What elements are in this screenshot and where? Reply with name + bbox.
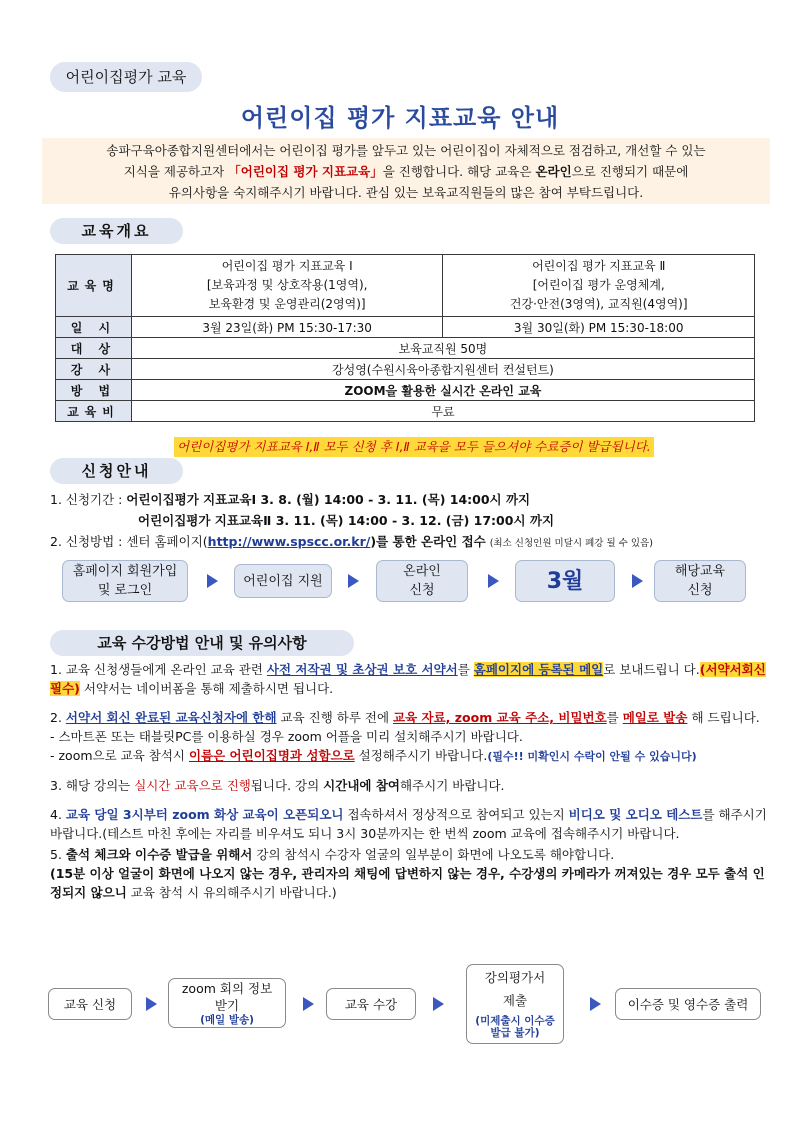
- step-label: 해당교육: [674, 564, 726, 579]
- note-text: 해주시기 바랍니다.: [399, 778, 505, 793]
- note-pledge: 사전 저작권 및 초상권 보호 서약서: [266, 662, 458, 677]
- step-online-application[interactable]: [376, 560, 468, 602]
- date-2-cell: 3월 30일(화) PM 15:30-18:00: [443, 317, 755, 338]
- note-text: 해 드립니다.: [691, 710, 760, 725]
- application-details: [50, 489, 770, 554]
- period-line-2: [50, 510, 770, 531]
- note-5: [50, 845, 770, 864]
- section-notes-label: 교육 수강방법 안내 및 유의사항: [50, 630, 354, 656]
- note-attendance: 출석 체크와 이수증 발급을 위해서: [65, 847, 253, 862]
- method-cell: ZOOM을 활용한 실시간 온라인 교육: [131, 380, 754, 401]
- arrow-right-icon: [488, 574, 499, 588]
- method-text: )를 통한 온라인 접수: [370, 534, 486, 549]
- row-label-name: 교육명: [56, 255, 132, 317]
- section-overview-label: 교육개요: [50, 218, 183, 244]
- note-required: (필수!! 미확인시 수락이 안될 수 있습니다): [487, 750, 697, 763]
- arrow-right-icon: [348, 574, 359, 588]
- note-text: 교육 참석 시 유의해주시기 바랍니다.): [130, 885, 337, 900]
- note-text: 5.: [50, 847, 62, 862]
- arrow-right-icon: [433, 997, 444, 1011]
- flow-label: zoom 회의 정보: [181, 981, 273, 996]
- course-1-cell: [131, 255, 443, 317]
- flow-evaluation[interactable]: [466, 964, 564, 1044]
- flow-label: 받기: [214, 998, 240, 1013]
- fee-cell: 무료: [131, 401, 754, 422]
- note-pledge-required: (서약서회신 필수): [50, 662, 766, 696]
- period-course-1: 어린이집평가 지표교육Ⅰ 3. 8. (월) 14:00 - 3. 11. (목) 14:00시 까지: [126, 492, 531, 507]
- flow-label: 교육 수강: [344, 996, 398, 1012]
- flow-zoom-info[interactable]: [168, 978, 286, 1028]
- note-text: 2.: [50, 710, 62, 725]
- step-label: 홈페이지 회원가입: [72, 564, 178, 579]
- intro-online: 온라인: [535, 164, 572, 179]
- note-text: 설정해주시기 바랍니다.: [358, 748, 488, 763]
- note-realtime: 실시간 교육으로 진행: [134, 778, 251, 793]
- note-4: [50, 805, 770, 843]
- course-1-area: 보육환경 및 운영관리(2영역)]: [208, 297, 366, 311]
- flow-certificate[interactable]: [615, 988, 761, 1020]
- row-label-method: 방 법: [56, 380, 132, 401]
- flow-label: 교육 신청: [63, 996, 117, 1012]
- flow-attend[interactable]: [326, 988, 416, 1020]
- note-text: 로 보내드립니: [603, 662, 680, 677]
- step-label: 어린이집 지원: [243, 573, 323, 589]
- note-in-time: 시간내에 참여: [323, 778, 400, 793]
- flow-sub-label: (미제출시 이수증 발급 불가): [475, 1015, 555, 1039]
- homepage-link[interactable]: http://www.spscc.or.kr/: [207, 534, 371, 549]
- note-5-detail: [50, 864, 770, 902]
- note-eligible: 서약서 회신 완료된 교육신청자에 한해: [65, 710, 277, 725]
- intro-line-1: 송파구육아종합지원센터에서는 어린이집 평가를 앞두고 있는 어린이집이 자체적으로 점검하고, 개선할 수 있는: [106, 143, 706, 158]
- flow-apply[interactable]: [48, 988, 132, 1020]
- note-text: 됩니다. 강의: [250, 778, 320, 793]
- intro-line-2: [50, 161, 762, 182]
- note-text: 1. 교육 신청생들에게 온라인 교육 관련: [50, 662, 263, 677]
- page-title: 어린이집 평가 지표교육 안내: [240, 104, 560, 132]
- row-label-target: 대 상: [56, 338, 132, 359]
- method-note: (최소 신청인원 미달시 폐강 될 수 있음): [489, 538, 653, 549]
- note-text: 강의 참석시 수강자 얼굴의 일부분이 화면에 나오도록 해야합니다.: [256, 847, 615, 862]
- step-daycare-support[interactable]: [234, 564, 332, 598]
- flow-label: 이수증 및 영수증 출력: [627, 996, 749, 1012]
- note-text: 접속하셔서 정상적으로 참여되고 있는지: [347, 807, 565, 822]
- method-line: [50, 531, 770, 554]
- period-course-2: 어린이집평가 지표교육Ⅱ 3. 11. (목) 14:00 - 3. 12. (금) 17:00시 까지: [138, 513, 555, 528]
- intro-course-name: 「어린이집 평가 지표교육」: [228, 164, 383, 179]
- notes-list: [50, 660, 770, 902]
- arrow-right-icon: [303, 997, 314, 1011]
- overview-table: [55, 254, 755, 422]
- note-name-format: 이름은 어린이집명과 성함으로: [188, 748, 355, 763]
- step-label: 온라인: [403, 564, 441, 579]
- note-text: 4.: [50, 807, 62, 822]
- flow-label: 강의평가서: [484, 970, 546, 985]
- course-1-title: 어린이집 평가 지표교육 Ⅰ: [221, 259, 353, 273]
- note-3: [50, 776, 770, 795]
- note-2-sub-1: - 스마트폰 또는 태블릿PC를 이용하실 경우 zoom 어플을 미리 설치해주시기 바랍니다.: [50, 729, 523, 744]
- section-application-label: 신청안내: [50, 458, 183, 484]
- target-cell: 보육교직원 50명: [131, 338, 754, 359]
- note-text: 서약서는 네이버폼을 통해 제출하시면 됩니다.: [83, 681, 334, 696]
- note-2: [50, 708, 770, 727]
- note-text: 를: [606, 710, 619, 725]
- step-label: 신청: [687, 583, 713, 598]
- note-zoom-open: 교육 당일 3시부터 zoom 화상 교육이 오픈되오니: [65, 807, 344, 822]
- note-text: 다.: [683, 662, 700, 677]
- intro-text: 을 진행합니다. 해당 교육은: [382, 164, 532, 179]
- period-label: 1. 신청기간 :: [50, 492, 123, 507]
- step-label: 및 로그인: [97, 583, 153, 598]
- note-materials: 교육 자료, zoom 교육 주소, 비밀번호: [393, 710, 607, 725]
- note-registered-mail: 홈페이지에 등록된 메일: [473, 662, 604, 677]
- period-line-1: [50, 489, 770, 510]
- intro-line-3: 유의사항을 숙지해주시기 바랍니다. 관심 있는 보육교직원들의 많은 참여 부탁드립니다.: [168, 185, 644, 200]
- row-label-lecturer: 강 사: [56, 359, 132, 380]
- arrow-right-icon: [207, 574, 218, 588]
- intro-box: [42, 138, 770, 204]
- arrow-right-icon: [632, 574, 643, 588]
- course-2-area: 건강·안전(3영역), 교직원(4영역)]: [509, 297, 688, 311]
- intro-text: 지식을 제공하고자: [123, 164, 225, 179]
- course-2-title: 어린이집 평가 지표교육 Ⅱ: [532, 259, 666, 273]
- arrow-right-icon: [590, 997, 601, 1011]
- certificate-warning: 어린이집평가 지표교육 Ⅰ,Ⅱ 모두 신청 후 Ⅰ,Ⅱ 교육을 모두 들으셔야 수료증이 발급됩니다.: [174, 437, 654, 457]
- intro-text: 으로 진행되기 때문에: [571, 164, 689, 179]
- category-tag: 어린이집평가 교육: [50, 62, 202, 92]
- row-label-date: 일 시: [56, 317, 132, 338]
- note-text: - zoom으로 교육 참석시: [50, 748, 185, 763]
- flow-sub-label: (메일 발송): [200, 1014, 254, 1026]
- note-text: 를: [457, 662, 470, 677]
- note-text: 교육 진행 하루 전에: [280, 710, 390, 725]
- note-mail-send: 메일로 발송: [622, 710, 688, 725]
- step-course-select[interactable]: [654, 560, 746, 602]
- flow-label: 제출: [502, 993, 528, 1008]
- course-2-cell: [443, 255, 755, 317]
- lecturer-cell: 강성영(수원시육아종합지원센터 컨설턴트): [131, 359, 754, 380]
- step-signup[interactable]: [62, 560, 188, 602]
- step-march[interactable]: [515, 560, 615, 602]
- step-label: 신청: [409, 583, 435, 598]
- date-1-cell: 3월 23일(화) PM 15:30-17:30: [131, 317, 443, 338]
- note-av-test: 비디오 및 오디오 테스트: [568, 807, 703, 822]
- note-text: 3. 해당 강의는: [50, 778, 131, 793]
- course-1-area: [보육과정 및 상호작용(1영역),: [206, 278, 368, 292]
- note-1: [50, 660, 770, 698]
- note-attendance-rule: (15분 이상 얼굴이 화면에 나오지 않는 경우, 관리자의 채팅에 답변하지 않는 경우, 수강생의 카메라가 꺼져있는 경우 모두 출석 인정되지 않으니: [50, 866, 765, 900]
- note-text: 를 해주시기 바랍니다.(테스트 마친 후에는 자리를 비우셔도 되니 3시 30분까지는 한 번씩 zoom 교육에 접속해주시기 바랍니다.: [50, 807, 767, 841]
- arrow-right-icon: [146, 997, 157, 1011]
- step-label: 3월: [546, 568, 584, 594]
- note-2-sub-2: [50, 746, 770, 766]
- course-2-area: [어린이집 평가 운영체계,: [532, 278, 665, 292]
- method-label: 2. 신청방법 : 센터 홈페이지(: [50, 534, 208, 549]
- row-label-fee: 교육비: [56, 401, 132, 422]
